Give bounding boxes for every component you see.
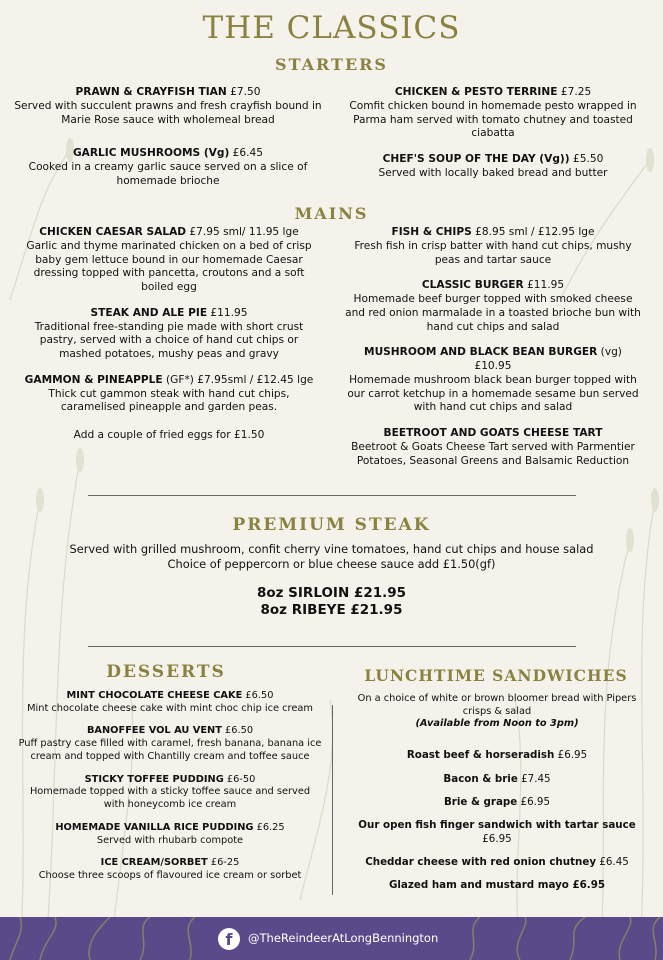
item-description: Comfit chicken bound in homemade pesto wrapped in Parma ham served with tomato chutney and toasted ciabatta (349, 99, 637, 140)
sandwiches-availability: (Available from Noon to 3pm) (415, 718, 579, 730)
item-name: Brie & grape (443, 795, 518, 808)
item-price: £7.95 sml/ 11.95 lge (186, 226, 299, 238)
sandwich-item (352, 856, 642, 869)
facebook-icon[interactable]: f (218, 928, 240, 950)
sandwich-item (352, 796, 642, 809)
column-divider (332, 705, 333, 895)
item-price: £7.45 (517, 772, 551, 785)
item-name: Bacon & brie (443, 772, 518, 785)
menu-item (18, 307, 320, 362)
extra-note: Add a couple of fried eggs for £1.50 (73, 429, 265, 442)
sandwich-item (352, 749, 642, 762)
menu-item (344, 346, 642, 415)
menu-item (344, 86, 642, 141)
item-name: CHICKEN CAESAR SALAD (39, 226, 187, 238)
dessert-item (18, 725, 322, 763)
desserts-column (18, 690, 322, 895)
starters-heading: STARTERS (275, 55, 388, 74)
item-description: Thick cut gammon steak with hand cut chips, caramelised pineapple and garden peas. (48, 387, 290, 414)
steak-section (20, 542, 643, 620)
item-description: Homemade beef burger topped with smoked cheese and red onion marmalade in a toasted brioche bun with hand cut chips and salad (345, 293, 641, 333)
mains-right-column (344, 226, 642, 480)
facebook-handle[interactable]: @TheReindeerAtLongBennington (248, 931, 439, 945)
item-price: £6.95 (554, 749, 588, 762)
menu-item (344, 226, 642, 267)
item-name: STEAK AND ALE PIE (90, 306, 208, 319)
item-price: £6.45 (229, 147, 264, 160)
menu-item (344, 153, 642, 181)
item-name: PRAWN & CRAYFISH TIAN (75, 86, 227, 98)
menu-item (18, 226, 320, 295)
item-description: Puff pastry case filled with caramel, fresh banana, banana ice cream and topped with Chantilly cream and toffee sauce (18, 738, 322, 762)
item-description: Garlic and thyme marinated chicken on a bed of crisp baby gem lettuce bound in our homemade Caesar dressing topped with pancetta, croutons and a soft boiled egg (26, 239, 312, 294)
item-name: BANOFFEE VOL AU VENT (86, 725, 222, 737)
item-price: £11.95 (523, 279, 565, 292)
item-price: £6.95 (482, 832, 512, 845)
item-description: Mint chocolate cheese cake with mint choc chip ice cream (27, 702, 313, 714)
item-name: MUSHROOM AND BLACK BEAN BURGER (364, 346, 598, 359)
item-price: £8.95 sml / £12.95 lge (471, 226, 595, 238)
item-price: £6.50 (221, 725, 254, 737)
item-description: Traditional free-standing pie made with short crust pastry, served with a choice of hand cut chips or mashed potatoes, mushy peas and gravy (34, 320, 304, 361)
item-name: BEETROOT AND GOATS CHEESE TART (383, 427, 603, 440)
item-price: £6.45 (596, 856, 629, 869)
menu-item (14, 147, 322, 188)
item-name: HOMEMADE VANILLA RICE PUDDING (55, 821, 254, 833)
dessert-item (18, 822, 322, 847)
ribeye-item: 8oz RIBEYE £21.95 (260, 602, 403, 619)
item-name: STICKY TOFFEE PUDDING (84, 773, 224, 785)
sandwich-item (352, 819, 642, 846)
item-name: ICE CREAM/SORBET (100, 857, 208, 869)
item-description: Cooked in a creamy garlic sauce served on a slice of homemade brioche (28, 161, 308, 187)
item-price: (GF*) £7.95sml / £12.45 lge (162, 373, 314, 386)
desserts-heading: DESSERTS (106, 662, 226, 682)
section-divider (88, 495, 576, 496)
item-description: Served with rhubarb compote (96, 834, 244, 846)
item-name: GARLIC MUSHROOMS (Vg) (72, 147, 230, 160)
item-price: £7.50 (226, 86, 261, 98)
item-name: Glazed ham and mustard mayo £6.95 (388, 879, 606, 892)
dessert-item (18, 774, 322, 812)
item-price: £7.25 (557, 86, 592, 98)
menu-item (344, 279, 642, 334)
item-name: CLASSIC BURGER (421, 279, 524, 292)
sirloin-item: 8oz SIRLOIN £21.95 (256, 584, 407, 601)
sandwich-item (352, 879, 642, 892)
section-divider (88, 646, 576, 647)
page-title: THE CLASSICS (202, 10, 461, 46)
item-description: Homemade mushroom black bean burger topped with our carrot ketchup in a homemade sesame bun served with hand cut chips and salad (347, 373, 639, 414)
sandwiches-heading: LUNCHTIME SANDWICHES (364, 666, 628, 685)
item-name: Roast beef & horseradish (406, 749, 555, 762)
starters-left-column (14, 86, 322, 201)
item-price: £6-25 (207, 857, 240, 869)
item-name: FISH & CHIPS (391, 226, 472, 238)
item-name: CHICKEN & PESTO TERRINE (394, 86, 558, 98)
item-price: £6.50 (242, 690, 274, 701)
item-name: Cheddar cheese with red onion chutney (365, 856, 597, 869)
starters-right-column (344, 86, 642, 193)
item-price: £6.95 (517, 795, 551, 808)
mains-heading: MAINS (294, 204, 369, 223)
sandwich-item (352, 773, 642, 786)
item-price: £11.95 (207, 306, 248, 319)
item-description: Homemade topped with a sticky toffee sauce and served with honeycomb ice cream (29, 786, 311, 811)
item-price: £6.25 (253, 821, 285, 833)
premium-steak-heading: PREMIUM STEAK (232, 515, 431, 535)
item-description: Served with succulent prawns and fresh crayfish bound in Marie Rose sauce with wholemeal bread (14, 99, 322, 126)
item-description: Choose three scoops of flavoured ice cream or sorbet (38, 870, 302, 882)
item-price: £6-50 (223, 773, 256, 785)
item-name: MINT CHOCOLATE CHEESE CAKE (66, 690, 243, 701)
item-description: Beetroot & Goats Cheese Tart served with Parmentier Potatoes, Seasonal Greens and Balsamic Reduction (351, 440, 635, 467)
item-price: £5.50 (569, 153, 604, 166)
dessert-item (18, 690, 322, 715)
steak-sauce-note: Choice of peppercorn or blue cheese sauce add £1.50(gf) (167, 556, 496, 571)
dessert-item (18, 857, 322, 882)
menu-item (18, 374, 320, 415)
sandwiches-intro: On a choice of white or brown bloomer bread with Pipers crisps & salad (357, 693, 637, 717)
item-name: CHEF'S SOUP OF THE DAY (Vg)) (382, 153, 570, 166)
item-name: Our open fish finger sandwich with tartar sauce (358, 819, 636, 832)
mains-left-column (18, 226, 320, 443)
item-name: GAMMON & PINEAPPLE (24, 373, 163, 386)
steak-description: Served with grilled mushroom, confit cherry vine tomatoes, hand cut chips and house salad (69, 542, 594, 556)
menu-item (344, 427, 642, 468)
item-price: (vg) £10.95 (474, 346, 622, 373)
item-description: Served with locally baked bread and butter (378, 166, 608, 179)
sandwiches-column (352, 693, 642, 903)
menu-item (14, 86, 322, 127)
item-description: Fresh fish in crisp batter with hand cut chips, mushy peas and tartar sauce (354, 239, 632, 266)
